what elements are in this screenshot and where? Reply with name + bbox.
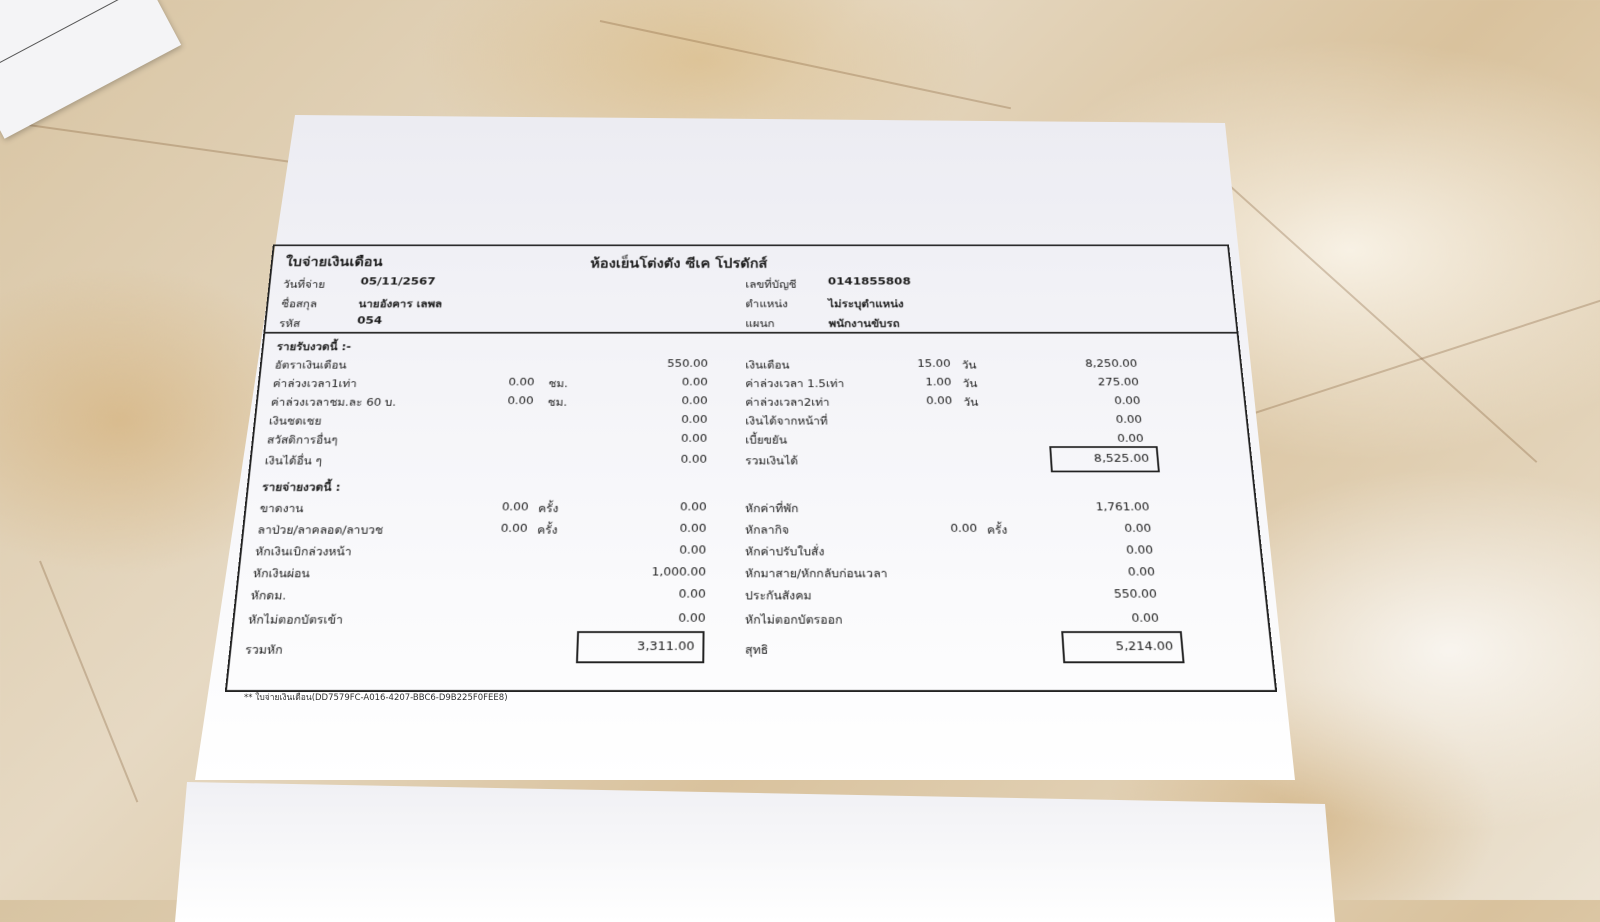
header-divider xyxy=(263,332,1236,334)
row-amount: 0.00 xyxy=(1130,610,1160,625)
income-total-label: รวมเงินได้ xyxy=(745,453,799,468)
marble-vein xyxy=(39,561,138,803)
row-amount: 0.00 xyxy=(1127,564,1156,579)
row-label: หักลากิจ xyxy=(745,522,790,537)
row-qty: 1.00 xyxy=(925,375,952,388)
row-label: หักค่าปรับใบสั่ง xyxy=(745,544,825,559)
row-amount: 8,250.00 xyxy=(1084,356,1138,370)
row-qty: 0.00 xyxy=(925,393,953,407)
row-amount: 0.00 xyxy=(679,542,707,557)
row-label: หักมาสาย/หักกลับก่อนเวลา xyxy=(745,566,888,581)
row-unit: วัน xyxy=(963,395,979,409)
row-unit: ชม. xyxy=(548,376,569,390)
pay-date: 05/11/2567 xyxy=(360,275,436,288)
row-amount: 0.00 xyxy=(679,521,707,535)
row-amount: 275.00 xyxy=(1097,375,1140,388)
row-label: ค่าล่วงเวลา1เท่า xyxy=(272,376,358,390)
row-amount: 1,761.00 xyxy=(1095,499,1150,514)
footnote: ** ใบจ่ายเงินเดือน(DD7579FC-A016-4207-BBC6-D9B225F0FEE8) xyxy=(244,693,508,703)
pay-date-label: วันที่จ่าย xyxy=(282,278,326,291)
income-total-box xyxy=(1049,446,1160,472)
row-label: หักดม. xyxy=(250,588,287,603)
row-amount: 550.00 xyxy=(667,356,709,370)
row-qty: 0.00 xyxy=(949,521,978,535)
row-amount: 0.00 xyxy=(678,610,706,625)
row-label: หักไม่ตอกบัตรออก xyxy=(745,612,843,627)
row-label: ขาดงาน xyxy=(259,501,305,515)
row-amount: 1,000.00 xyxy=(651,564,707,579)
employee-code: 054 xyxy=(356,314,383,327)
row-unit: ครั้ง xyxy=(536,522,558,537)
row-unit: ชม. xyxy=(547,395,568,409)
net-total: 5,214.00 xyxy=(1115,639,1174,654)
dept-value: พนักงานขับรถ xyxy=(828,317,900,330)
second-paper xyxy=(175,782,1335,922)
net-label: สุทธิ xyxy=(745,642,769,657)
income-section-label: รายรับงวดนี้ :- xyxy=(276,340,352,353)
account-label: เลขที่บัญชี xyxy=(745,278,797,291)
dept-label: แผนก xyxy=(745,317,775,330)
account-number: 0141855808 xyxy=(827,275,912,288)
row-label: เงินได้อื่น ๆ xyxy=(264,453,323,468)
deduct-section-label: รายจ่ายงวดนี้ : xyxy=(261,480,342,494)
row-amount: 0.00 xyxy=(1125,542,1154,557)
row-label: หักค่าที่พัก xyxy=(745,501,799,515)
net-total-box xyxy=(1061,631,1184,663)
row-amount: 0.00 xyxy=(1116,431,1145,445)
row-label: เบี้ยขยัน xyxy=(745,433,788,447)
row-qty: 0.00 xyxy=(507,393,534,407)
row-label: หักเงินเบิกล่วงหน้า xyxy=(254,544,353,559)
name-label: ชื่อสกุล xyxy=(280,297,318,310)
row-label: หักเงินผ่อน xyxy=(252,566,311,581)
payslip xyxy=(225,244,1275,690)
employee-name: นายอังคาร เลพล xyxy=(358,297,443,310)
row-label: อัตราเงินเดือน xyxy=(274,358,348,372)
income-total: 8,525.00 xyxy=(1093,452,1150,466)
marble-vein xyxy=(1230,296,1600,422)
deduct-total: 3,311.00 xyxy=(636,639,695,654)
row-amount: 0.00 xyxy=(1123,521,1152,535)
row-qty: 0.00 xyxy=(500,521,528,535)
company-name: ห้องเย็นโต่งตัง ซีเค โปรดักส์ xyxy=(590,255,768,271)
position-value: ไม่ระบุตำแหน่ง xyxy=(828,297,904,310)
row-label: เงินเดือน xyxy=(745,358,790,372)
row-label: เงินชดเชย xyxy=(268,414,323,428)
row-unit: ครั้ง xyxy=(986,522,1008,537)
row-label: ประกันสังคม xyxy=(745,588,812,603)
row-amount: 0.00 xyxy=(680,431,708,445)
row-qty: 15.00 xyxy=(916,356,951,370)
code-label: รหัส xyxy=(278,317,301,330)
row-unit: ครั้ง xyxy=(537,501,559,515)
deduct-total-box xyxy=(576,631,705,663)
row-qty: 0.00 xyxy=(508,375,535,388)
row-label: สวัสดิการอื่นๆ xyxy=(266,433,339,447)
position-label: ตำแหน่ง xyxy=(745,297,788,310)
row-label: เงินได้จากหน้าที่ xyxy=(745,414,828,428)
row-amount: 0.00 xyxy=(680,452,708,466)
row-unit: วัน xyxy=(962,376,978,390)
row-amount: 0.00 xyxy=(681,375,708,388)
row-amount: 550.00 xyxy=(1113,586,1158,601)
row-amount: 0.00 xyxy=(1115,412,1143,426)
row-label: ค่าล่วงเวลาชม.ละ 60 บ. xyxy=(270,395,397,409)
row-unit: วัน xyxy=(961,358,977,372)
row-label: หักไม่ตอกบัตรเข้า xyxy=(247,612,344,627)
payslip-title: ใบจ่ายเงินเดือน xyxy=(284,254,384,270)
row-amount: 0.00 xyxy=(1113,393,1141,407)
row-amount: 0.00 xyxy=(679,499,707,514)
corner-paper xyxy=(0,0,181,139)
marble-vein xyxy=(600,20,1011,109)
row-amount: 0.00 xyxy=(681,412,708,426)
deduct-total-label: รวมหัก xyxy=(244,642,284,657)
row-amount: 0.00 xyxy=(681,393,708,407)
row-amount: 0.00 xyxy=(678,586,706,601)
row-label: ลาป่วย/ลาคลอด/ลาบวช xyxy=(257,522,384,537)
row-label: ค่าล่วงเวลา 1.5เท่า xyxy=(745,376,845,390)
row-label: ค่าล่วงเวลา2เท่า xyxy=(745,395,830,409)
row-qty: 0.00 xyxy=(501,499,529,514)
